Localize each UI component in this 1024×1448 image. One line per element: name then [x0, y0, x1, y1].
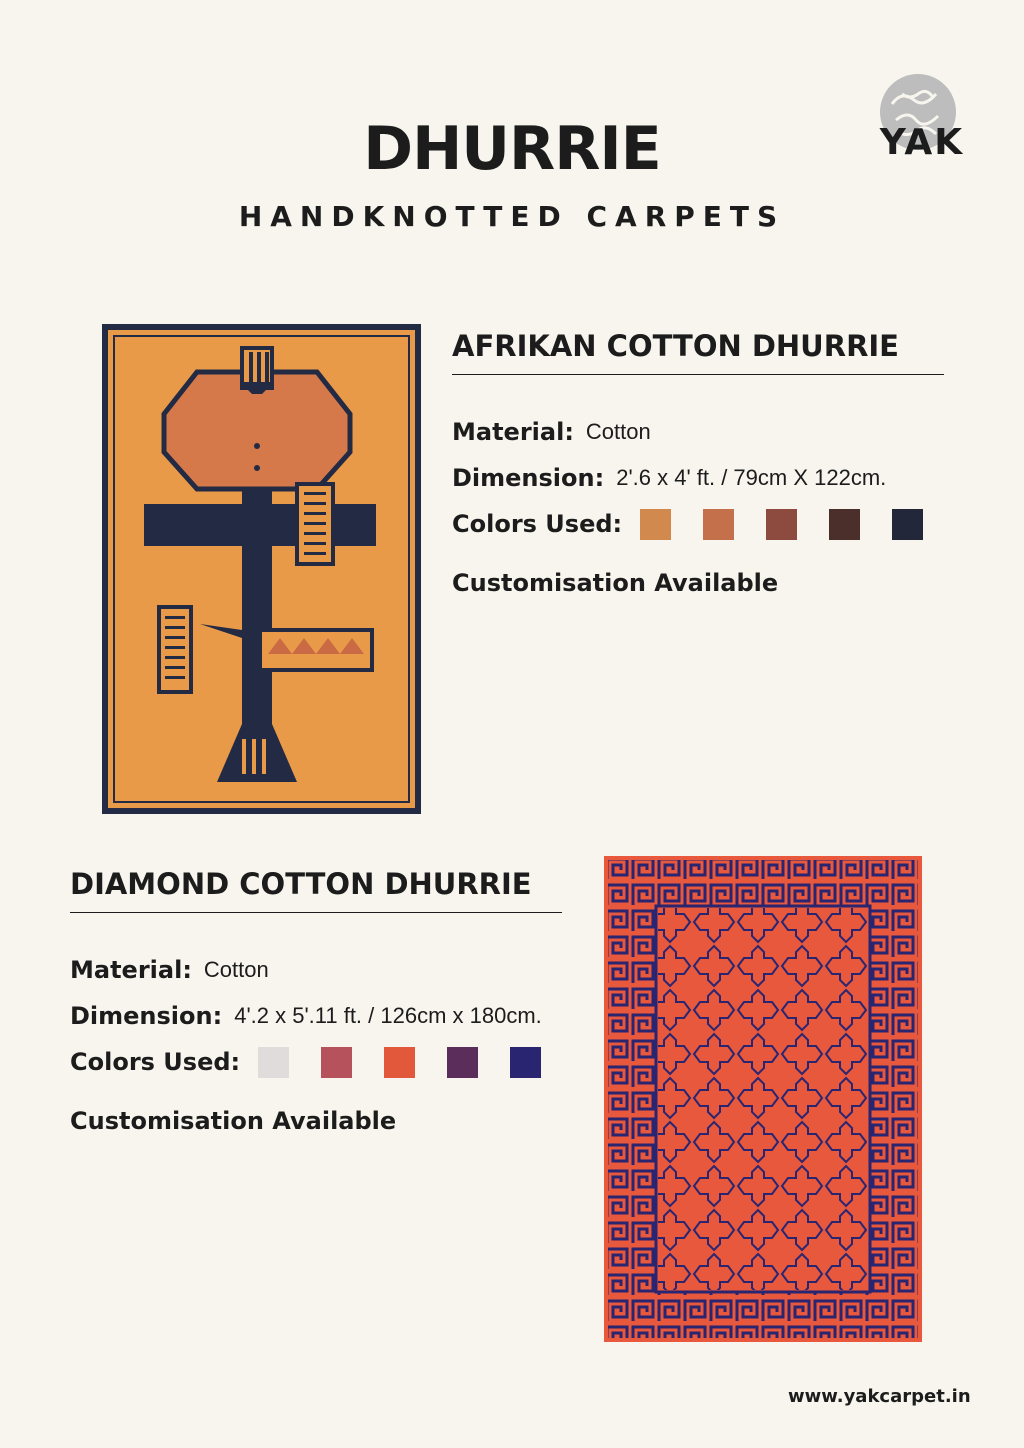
dimension-label: Dimension: [452, 464, 605, 492]
dimension-row [70, 993, 570, 1039]
color-swatch [384, 1047, 415, 1078]
yak-logo [862, 74, 982, 164]
logo-text: YAK [879, 122, 965, 163]
page-title: DHURRIE [363, 114, 661, 184]
color-swatches [640, 509, 923, 540]
afrikan-dhurrie-image [102, 324, 421, 814]
color-swatch [447, 1047, 478, 1078]
color-swatch [766, 509, 797, 540]
colors-label: Colors Used: [70, 1048, 241, 1076]
dimension-value: 4'.2 x 5'.11 ft. / 126cm x 180cm. [234, 1003, 542, 1028]
website-link[interactable]: www.yakcarpet.in [788, 1386, 971, 1407]
material-row [70, 947, 570, 993]
customisation-note: Customisation Available [452, 569, 779, 597]
material-label: Material: [452, 418, 574, 446]
color-swatch [510, 1047, 541, 1078]
colors-row [70, 1039, 570, 1085]
colors-row [452, 501, 952, 547]
color-swatches [258, 1047, 541, 1078]
page-subtitle: HANDKNOTTED CARPETS [238, 200, 786, 233]
color-swatch [258, 1047, 289, 1078]
product-name: DIAMOND COTTON DHURRIE [70, 867, 532, 901]
diamond-dhurrie-image [604, 856, 922, 1342]
dimension-row [452, 455, 952, 501]
colors-label: Colors Used: [452, 510, 623, 538]
material-row [452, 409, 952, 455]
afrikan-dhurrie-info [452, 324, 952, 597]
product-name: AFRIKAN COTTON DHURRIE [452, 329, 899, 363]
dimension-value: 2'.6 x 4' ft. / 79cm X 122cm. [616, 465, 887, 490]
color-swatch [829, 509, 860, 540]
dimension-label: Dimension: [70, 1002, 223, 1030]
color-swatch [321, 1047, 352, 1078]
color-swatch [703, 509, 734, 540]
material-value: Cotton [585, 419, 651, 444]
diamond-dhurrie-info [70, 862, 570, 1135]
customisation-note: Customisation Available [70, 1107, 397, 1135]
material-label: Material: [70, 956, 192, 984]
material-value: Cotton [203, 957, 269, 982]
color-swatch [640, 509, 671, 540]
color-swatch [892, 509, 923, 540]
